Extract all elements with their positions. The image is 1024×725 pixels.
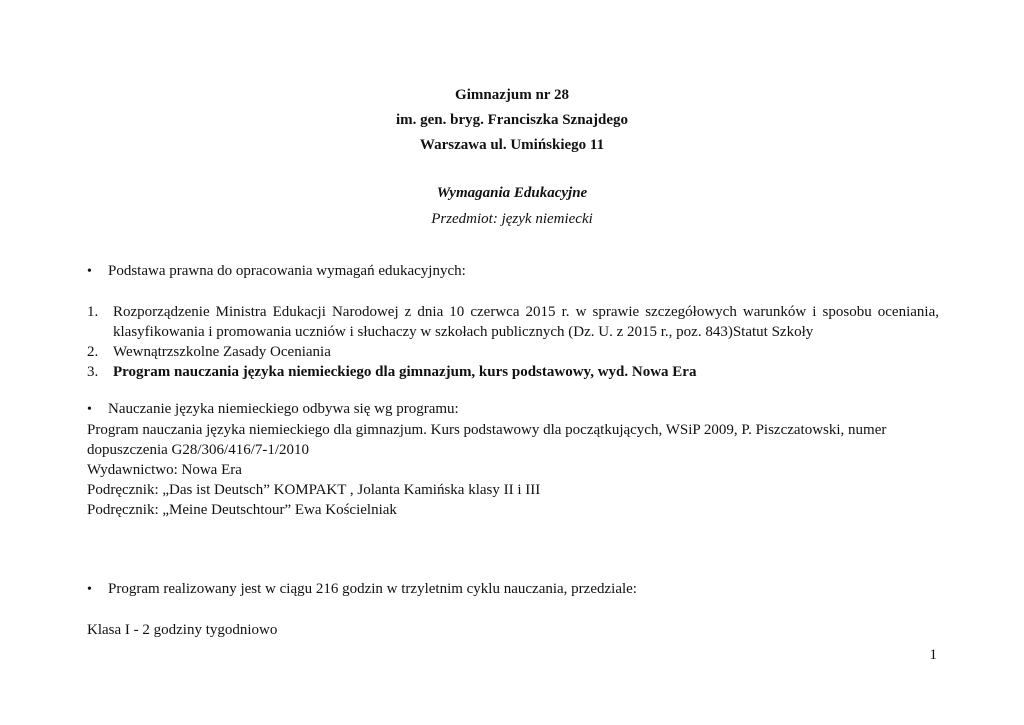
list-item-number: 1. — [87, 304, 99, 320]
program-line: Podręcznik: „Meine Deutschtour” Ewa Kościelniak — [87, 502, 397, 518]
school-name: Gimnazjum nr 28 — [455, 87, 569, 103]
hours-heading-text: Program realizowany jest w ciągu 216 godzin w trzyletnim cyklu nauczania, przedziale: — [108, 581, 637, 597]
list-item-text: Rozporządzenie Ministra Edukacji Narodowej z dnia 10 czerwca 2015 r. w sprawie szczegółowych warunków i sposobu oceniania, klasyfikowania i promowania uczniów i słuchaczy w szkołach publicznych (Dz. U. z 2015 r., poz. 843)Statut Szkoły — [113, 304, 939, 340]
list-item-text: Program nauczania języka niemieckiego dla gimnazjum, kurs podstawowy, wyd. Nowa Era — [113, 364, 697, 380]
document-subtitle: Przedmiot: język niemiecki — [431, 211, 593, 227]
program-line: Wydawnictwo: Nowa Era — [87, 462, 242, 478]
hours-section — [87, 579, 939, 640]
bullet-icon: • — [87, 264, 92, 279]
program-line: dopuszczenia G28/306/416/7-1/2010 — [87, 442, 310, 458]
bullet-icon: • — [87, 582, 92, 597]
school-patron: im. gen. bryg. Franciszka Sznajdego — [395, 112, 629, 128]
legal-basis-section — [87, 261, 939, 382]
document-title: Wymagania Edukacyjne — [436, 185, 588, 201]
hours-line: Klasa I - 2 godziny tygodniowo — [87, 622, 278, 638]
list-item — [87, 302, 939, 342]
program-line: Program nauczania języka niemieckiego dla gimnazjum. Kurs podstawowy dla początkujących, WSiP 2009, P. Piszczatowski, numer — [87, 422, 887, 438]
bullet-icon: • — [87, 402, 92, 417]
list-item — [87, 362, 939, 382]
legal-basis-heading — [87, 261, 939, 282]
program-line: Podręcznik: „Das ist Deutsch” KOMPAKT , Jolanta Kamińska klasy II i III — [87, 482, 541, 498]
program-heading-text: Nauczanie języka niemieckiego odbywa się wg programu: — [108, 401, 459, 417]
list-item-number: 3. — [87, 364, 99, 380]
school-header — [0, 83, 1024, 158]
page-number: 1 — [929, 647, 937, 663]
legal-basis-heading-text: Podstawa prawna do opracowania wymagań edukacyjnych: — [108, 263, 466, 279]
document-title-block — [0, 182, 1024, 230]
hours-heading — [87, 579, 939, 600]
list-item — [87, 342, 939, 362]
list-item-number: 2. — [87, 344, 99, 360]
list-item-text: Wewnątrzszkolne Zasady Oceniania — [113, 344, 331, 360]
school-address: Warszawa ul. Umińskiego 11 — [419, 137, 605, 153]
program-heading — [87, 399, 939, 420]
program-section — [87, 399, 939, 520]
